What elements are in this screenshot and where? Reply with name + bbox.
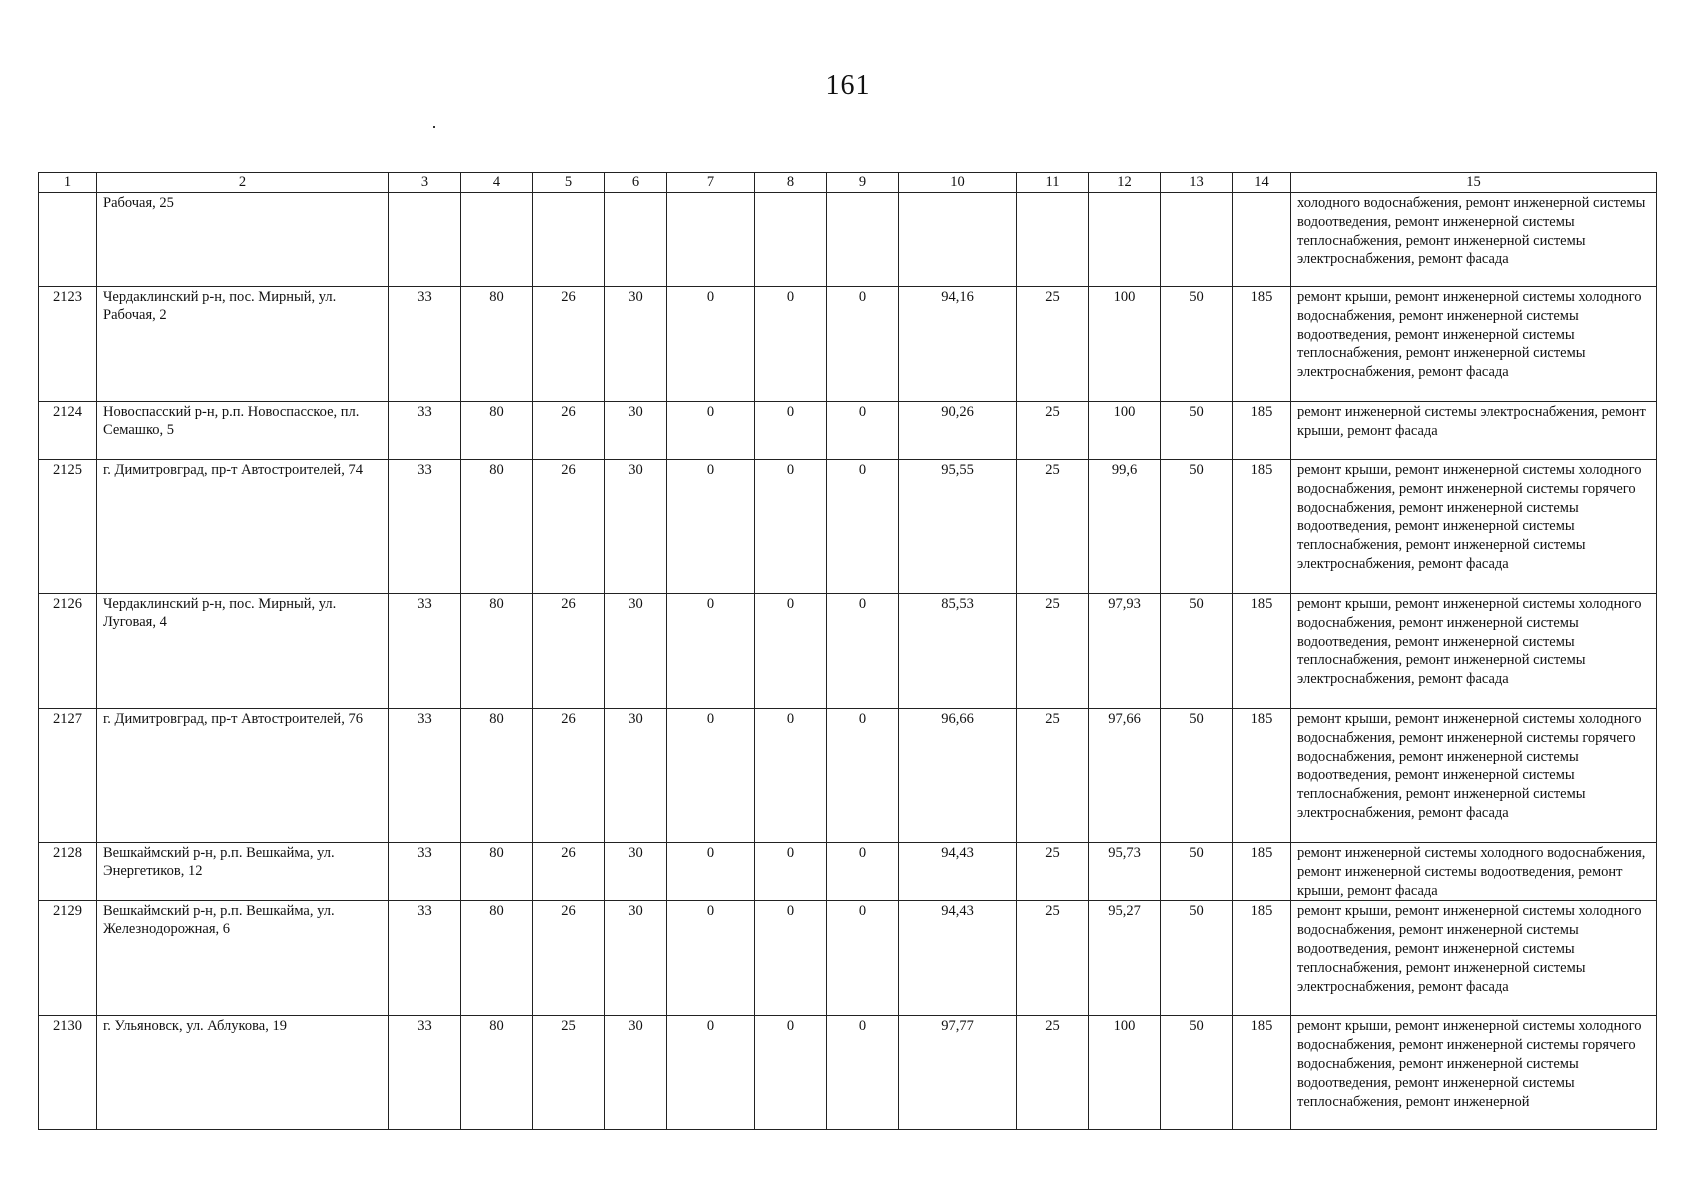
value-cell-col-13: 50 <box>1161 843 1233 901</box>
repair-works-cell: ремонт крыши, ремонт инженерной системы холодного водоснабжения, ремонт инженерной системы горячего водоснабжения, ремонт инженерной системы водоотведения, ремонт инженерной системы теплоснабжения, ремонт инженерной <box>1291 1016 1657 1130</box>
table-row <box>39 193 1657 287</box>
value-cell-col-3: 33 <box>389 901 461 1016</box>
row-number-cell: 2123 <box>39 287 97 402</box>
value-cell-col-3: 33 <box>389 460 461 594</box>
table-row <box>39 594 1657 709</box>
table-row <box>39 460 1657 594</box>
value-cell-col-5: 26 <box>533 843 605 901</box>
address-cell: г. Димитровград, пр-т Автостроителей, 74 <box>97 460 389 594</box>
value-cell-col-12 <box>1089 193 1161 287</box>
value-cell-col-6: 30 <box>605 1016 667 1130</box>
value-cell-col-6: 30 <box>605 709 667 843</box>
address-cell: г. Димитровград, пр-т Автостроителей, 76 <box>97 709 389 843</box>
value-cell-col-8: 0 <box>755 1016 827 1130</box>
value-cell-col-10: 90,26 <box>899 402 1017 460</box>
page-number: 161 <box>825 70 871 101</box>
value-cell-col-6: 30 <box>605 460 667 594</box>
repair-works-cell: ремонт инженерной системы холодного водоснабжения, ремонт инженерной системы водоотведения, ремонт крыши, ремонт фасада <box>1291 843 1657 901</box>
value-cell-col-13: 50 <box>1161 709 1233 843</box>
value-cell-col-5: 26 <box>533 287 605 402</box>
column-header: 3 <box>389 173 461 193</box>
value-cell-col-11: 25 <box>1017 287 1089 402</box>
table-row <box>39 901 1657 1016</box>
value-cell-col-7: 0 <box>667 843 755 901</box>
value-cell-col-14: 185 <box>1233 402 1291 460</box>
value-cell-col-4: 80 <box>461 901 533 1016</box>
value-cell-col-9: 0 <box>827 709 899 843</box>
value-cell-col-13: 50 <box>1161 1016 1233 1130</box>
value-cell-col-9: 0 <box>827 402 899 460</box>
value-cell-col-3: 33 <box>389 843 461 901</box>
value-cell-col-7: 0 <box>667 402 755 460</box>
value-cell-col-10: 96,66 <box>899 709 1017 843</box>
value-cell-col-14: 185 <box>1233 460 1291 594</box>
value-cell-col-12: 95,73 <box>1089 843 1161 901</box>
value-cell-col-8: 0 <box>755 594 827 709</box>
value-cell-col-13 <box>1161 193 1233 287</box>
value-cell-col-8: 0 <box>755 901 827 1016</box>
value-cell-col-5: 26 <box>533 901 605 1016</box>
table-row <box>39 287 1657 402</box>
value-cell-col-8: 0 <box>755 843 827 901</box>
value-cell-col-14: 185 <box>1233 594 1291 709</box>
table-row <box>39 1016 1657 1130</box>
value-cell-col-4: 80 <box>461 709 533 843</box>
value-cell-col-13: 50 <box>1161 460 1233 594</box>
repair-register-table <box>38 172 1657 1130</box>
value-cell-col-8: 0 <box>755 402 827 460</box>
value-cell-col-4: 80 <box>461 1016 533 1130</box>
value-cell-col-5: 26 <box>533 402 605 460</box>
value-cell-col-6: 30 <box>605 901 667 1016</box>
value-cell-col-11: 25 <box>1017 594 1089 709</box>
value-cell-col-6: 30 <box>605 287 667 402</box>
value-cell-col-9: 0 <box>827 901 899 1016</box>
row-number-cell: 2125 <box>39 460 97 594</box>
value-cell-col-12: 100 <box>1089 1016 1161 1130</box>
value-cell-col-8 <box>755 193 827 287</box>
address-cell: Чердаклинский р-н, пос. Мирный, ул. Луговая, 4 <box>97 594 389 709</box>
value-cell-col-11: 25 <box>1017 843 1089 901</box>
row-number-cell: 2126 <box>39 594 97 709</box>
value-cell-col-6: 30 <box>605 594 667 709</box>
value-cell-col-7: 0 <box>667 594 755 709</box>
value-cell-col-9: 0 <box>827 594 899 709</box>
value-cell-col-14: 185 <box>1233 709 1291 843</box>
address-cell: г. Ульяновск, ул. Аблукова, 19 <box>97 1016 389 1130</box>
value-cell-col-4: 80 <box>461 594 533 709</box>
repair-works-cell: ремонт инженерной системы электроснабжения, ремонт крыши, ремонт фасада <box>1291 402 1657 460</box>
value-cell-col-6: 30 <box>605 843 667 901</box>
value-cell-col-11: 25 <box>1017 709 1089 843</box>
table-body <box>39 193 1657 1130</box>
column-header: 11 <box>1017 173 1089 193</box>
value-cell-col-11: 25 <box>1017 402 1089 460</box>
repair-works-cell: ремонт крыши, ремонт инженерной системы холодного водоснабжения, ремонт инженерной системы горячего водоснабжения, ремонт инженерной системы водоотведения, ремонт инженерной системы теплоснабжения, ремонт инженерной системы электроснабжения, ремонт фасада <box>1291 460 1657 594</box>
column-header: 1 <box>39 173 97 193</box>
value-cell-col-6 <box>605 193 667 287</box>
value-cell-col-10: 97,77 <box>899 1016 1017 1130</box>
value-cell-col-8: 0 <box>755 287 827 402</box>
value-cell-col-13: 50 <box>1161 901 1233 1016</box>
value-cell-col-5 <box>533 193 605 287</box>
value-cell-col-13: 50 <box>1161 402 1233 460</box>
value-cell-col-7: 0 <box>667 287 755 402</box>
value-cell-col-3: 33 <box>389 287 461 402</box>
column-header: 2 <box>97 173 389 193</box>
column-header: 6 <box>605 173 667 193</box>
value-cell-col-12: 97,66 <box>1089 709 1161 843</box>
value-cell-col-3: 33 <box>389 594 461 709</box>
value-cell-col-5: 26 <box>533 709 605 843</box>
table-row <box>39 709 1657 843</box>
row-number-cell: 2129 <box>39 901 97 1016</box>
value-cell-col-9: 0 <box>827 1016 899 1130</box>
column-header: 4 <box>461 173 533 193</box>
column-header: 12 <box>1089 173 1161 193</box>
value-cell-col-5: 25 <box>533 1016 605 1130</box>
value-cell-col-10 <box>899 193 1017 287</box>
value-cell-col-11 <box>1017 193 1089 287</box>
value-cell-col-7: 0 <box>667 460 755 594</box>
value-cell-col-9: 0 <box>827 843 899 901</box>
value-cell-col-3: 33 <box>389 1016 461 1130</box>
value-cell-col-12: 100 <box>1089 402 1161 460</box>
value-cell-col-12: 99,6 <box>1089 460 1161 594</box>
repair-works-cell: ремонт крыши, ремонт инженерной системы холодного водоснабжения, ремонт инженерной системы водоотведения, ремонт инженерной системы теплоснабжения, ремонт инженерной системы электроснабжения, ремонт фасада <box>1291 594 1657 709</box>
repair-works-cell: ремонт крыши, ремонт инженерной системы холодного водоснабжения, ремонт инженерной системы водоотведения, ремонт инженерной системы теплоснабжения, ремонт инженерной системы электроснабжения, ремонт фасада <box>1291 901 1657 1016</box>
row-number-cell <box>39 193 97 287</box>
value-cell-col-13: 50 <box>1161 594 1233 709</box>
row-number-cell: 2130 <box>39 1016 97 1130</box>
value-cell-col-10: 94,43 <box>899 843 1017 901</box>
repair-works-cell: ремонт крыши, ремонт инженерной системы холодного водоснабжения, ремонт инженерной системы водоотведения, ремонт инженерной системы теплоснабжения, ремонт инженерной системы электроснабжения, ремонт фасада <box>1291 287 1657 402</box>
value-cell-col-13: 50 <box>1161 287 1233 402</box>
table-row <box>39 402 1657 460</box>
column-header: 9 <box>827 173 899 193</box>
value-cell-col-6: 30 <box>605 402 667 460</box>
value-cell-col-14 <box>1233 193 1291 287</box>
value-cell-col-3 <box>389 193 461 287</box>
value-cell-col-8: 0 <box>755 709 827 843</box>
row-number-cell: 2128 <box>39 843 97 901</box>
value-cell-col-8: 0 <box>755 460 827 594</box>
value-cell-col-10: 94,16 <box>899 287 1017 402</box>
value-cell-col-7: 0 <box>667 901 755 1016</box>
value-cell-col-14: 185 <box>1233 287 1291 402</box>
value-cell-col-9: 0 <box>827 460 899 594</box>
value-cell-col-5: 26 <box>533 594 605 709</box>
value-cell-col-7: 0 <box>667 709 755 843</box>
value-cell-col-9 <box>827 193 899 287</box>
value-cell-col-3: 33 <box>389 402 461 460</box>
value-cell-col-4: 80 <box>461 402 533 460</box>
repair-works-cell: холодного водоснабжения, ремонт инженерной системы водоотведения, ремонт инженерной системы теплоснабжения, ремонт инженерной системы электроснабжения, ремонт фасада <box>1291 193 1657 287</box>
column-header: 5 <box>533 173 605 193</box>
row-number-cell: 2127 <box>39 709 97 843</box>
column-header: 14 <box>1233 173 1291 193</box>
value-cell-col-10: 94,43 <box>899 901 1017 1016</box>
column-header: 8 <box>755 173 827 193</box>
value-cell-col-5: 26 <box>533 460 605 594</box>
value-cell-col-7 <box>667 193 755 287</box>
value-cell-col-12: 95,27 <box>1089 901 1161 1016</box>
row-number-cell: 2124 <box>39 402 97 460</box>
address-cell: Вешкаймский р-н, р.п. Вешкайма, ул. Энергетиков, 12 <box>97 843 389 901</box>
value-cell-col-14: 185 <box>1233 843 1291 901</box>
value-cell-col-12: 97,93 <box>1089 594 1161 709</box>
address-cell: Вешкаймский р-н, р.п. Вешкайма, ул. Железнодорожная, 6 <box>97 901 389 1016</box>
table-row <box>39 843 1657 901</box>
value-cell-col-3: 33 <box>389 709 461 843</box>
column-header: 13 <box>1161 173 1233 193</box>
value-cell-col-11: 25 <box>1017 901 1089 1016</box>
value-cell-col-4: 80 <box>461 460 533 594</box>
scan-speck <box>433 126 435 128</box>
value-cell-col-11: 25 <box>1017 460 1089 594</box>
value-cell-col-14: 185 <box>1233 1016 1291 1130</box>
value-cell-col-4: 80 <box>461 843 533 901</box>
address-cell: Чердаклинский р-н, пос. Мирный, ул. Рабочая, 2 <box>97 287 389 402</box>
value-cell-col-14: 185 <box>1233 901 1291 1016</box>
value-cell-col-11: 25 <box>1017 1016 1089 1130</box>
address-cell: Новоспасский р-н, р.п. Новоспасское, пл. Семашко, 5 <box>97 402 389 460</box>
value-cell-col-10: 85,53 <box>899 594 1017 709</box>
address-cell: Рабочая, 25 <box>97 193 389 287</box>
value-cell-col-12: 100 <box>1089 287 1161 402</box>
column-number-header-row <box>39 173 1657 193</box>
column-header: 10 <box>899 173 1017 193</box>
value-cell-col-7: 0 <box>667 1016 755 1130</box>
value-cell-col-4 <box>461 193 533 287</box>
column-header: 7 <box>667 173 755 193</box>
value-cell-col-9: 0 <box>827 287 899 402</box>
column-header: 15 <box>1291 173 1657 193</box>
value-cell-col-4: 80 <box>461 287 533 402</box>
repair-works-cell: ремонт крыши, ремонт инженерной системы холодного водоснабжения, ремонт инженерной системы горячего водоснабжения, ремонт инженерной системы водоотведения, ремонт инженерной системы теплоснабжения, ремонт инженерной системы электроснабжения, ремонт фасада <box>1291 709 1657 843</box>
value-cell-col-10: 95,55 <box>899 460 1017 594</box>
